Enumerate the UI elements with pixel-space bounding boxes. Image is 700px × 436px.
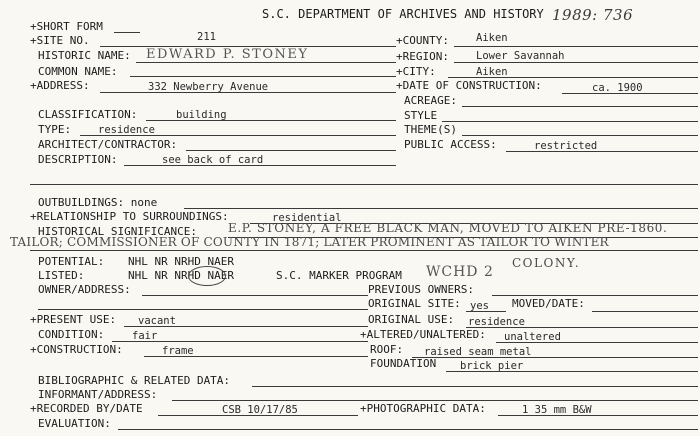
section-separator: [30, 184, 698, 185]
acreage-line: [462, 106, 698, 107]
site-no-value: 211: [197, 31, 216, 43]
original-site-line: [466, 311, 506, 312]
significance-handwritten-line1: E.P. STONEY, A FREE BLACK MAN, MOVED TO AIKEN PRE-1860.: [228, 221, 668, 235]
previous-owners-label: PREVIOUS OWNERS:: [368, 283, 474, 296]
public-access-label: PUBLIC ACCESS:: [404, 138, 497, 151]
construction-label: +CONSTRUCTION:: [30, 343, 123, 356]
original-use-value: residence: [468, 316, 525, 328]
city-line: [448, 77, 698, 78]
bibliographic-label: BIBLIOGRAPHIC & RELATED DATA:: [38, 374, 231, 387]
county-value: Aiken: [476, 32, 508, 44]
altered-line: [496, 342, 698, 343]
bibliographic-line: [252, 386, 698, 387]
architect-line: [186, 150, 396, 151]
region-line: [454, 62, 698, 63]
short-form-label: +SHORT FORM: [30, 20, 103, 33]
classification-value: building: [176, 109, 227, 121]
listed-options: NHL NR NRHD NAER: [128, 269, 234, 282]
region-label: +REGION:: [396, 50, 449, 63]
original-site-label: ORIGINAL SITE:: [368, 297, 461, 310]
public-access-value: restricted: [534, 140, 598, 152]
county-label: +COUNTY:: [396, 34, 449, 47]
previous-owners-line: [492, 295, 698, 296]
roof-line: [412, 357, 698, 358]
foundation-value: brick pier: [460, 360, 524, 372]
roof-label: ROOF:: [370, 343, 404, 356]
site-no-label: +SITE NO.: [30, 34, 90, 47]
potential-label: POTENTIAL:: [38, 255, 105, 268]
county-line: [454, 46, 698, 47]
relationship-value: residential: [272, 212, 342, 224]
owner-address-label: OWNER/ADDRESS:: [38, 283, 131, 296]
nrhd-circle-mark: [188, 266, 226, 286]
style-label: STYLE: [404, 109, 438, 122]
historic-name-label: HISTORIC NAME:: [38, 49, 131, 62]
altered-label: +ALTERED/UNALTERED:: [360, 328, 486, 341]
present-use-label: +PRESENT USE:: [30, 313, 117, 326]
altered-value: unaltered: [504, 331, 561, 343]
present-use-line: [124, 326, 368, 327]
historic-name-value: EDWARD P. STONEY: [146, 47, 309, 62]
roof-value: raised seam metal: [424, 346, 532, 358]
card-title: S.C. DEPARTMENT OF ARCHIVES AND HISTORY: [262, 7, 544, 21]
recorded-by-line: [158, 415, 358, 416]
common-name-line: [130, 76, 396, 77]
outbuildings-line: [184, 208, 698, 209]
address-value: 332 Newberry Avenue: [148, 81, 269, 93]
potential-options: NHL NR NRHD NAER: [128, 255, 234, 268]
photographic-data-value: 1 35 mm B&W: [522, 404, 592, 416]
photographic-data-label: +PHOTOGRAPHIC DATA:: [360, 402, 486, 415]
significance-label: HISTORICAL SIGNIFICANCE:: [38, 225, 197, 238]
owner-address-line2: [38, 309, 368, 310]
marker-program-label: S.C. MARKER PROGRAM: [276, 269, 402, 282]
moved-date-line: [592, 311, 698, 312]
informant-label: INFORMANT/ADDRESS:: [38, 388, 158, 401]
type-label: TYPE:: [38, 123, 72, 136]
style-line: [442, 121, 698, 122]
condition-value: fair: [132, 330, 158, 342]
foundation-label: FOUNDATION: [370, 357, 437, 370]
photographic-data-line: [498, 415, 698, 416]
original-use-line: [466, 327, 698, 328]
significance-handwritten-line3: COLONY.: [512, 256, 581, 270]
classification-label: CLASSIFICATION:: [38, 108, 138, 121]
short-form-line: [114, 32, 140, 33]
original-site-value: yes: [470, 300, 489, 312]
description-value: see back of card: [162, 154, 264, 166]
original-use-label: ORIGINAL USE:: [368, 313, 455, 326]
description-line: [124, 165, 396, 166]
architect-label: ARCHITECT/CONTRACTOR:: [38, 138, 178, 151]
date-of-construction-label: +DATE OF CONSTRUCTION:: [396, 79, 542, 92]
handwritten-accession-number: 1989: 736: [552, 6, 634, 24]
present-use-value: vacant: [138, 315, 176, 327]
informant-line: [172, 400, 698, 401]
type-line: [80, 135, 396, 136]
description-label: DESCRIPTION:: [38, 153, 118, 166]
foundation-line: [446, 371, 698, 372]
historic-name-line: [136, 62, 396, 63]
outbuildings-label: OUTBUILDINGS: none: [38, 196, 158, 209]
evaluation-label: EVALUATION:: [38, 417, 111, 430]
themes-line: [462, 135, 698, 136]
date-of-construction-value: ca. 1900: [592, 82, 643, 94]
classification-line: [146, 120, 396, 121]
city-label: +CITY:: [396, 65, 436, 78]
address-line: [100, 92, 396, 93]
listed-label: LISTED:: [38, 269, 85, 282]
region-value: Lower Savannah: [476, 50, 565, 62]
condition-label: CONDITION:: [38, 328, 105, 341]
themes-label: THEME(S): [404, 123, 457, 136]
relationship-label: +RELATIONSHIP TO SURROUNDINGS:: [30, 210, 229, 223]
common-name-label: COMMON NAME:: [38, 65, 118, 78]
construction-line: [144, 356, 368, 357]
construction-value: frame: [162, 345, 194, 357]
owner-address-line: [142, 295, 368, 296]
evaluation-line: [118, 429, 698, 430]
acreage-label: ACREAGE:: [404, 94, 457, 107]
marker-program-handwritten: WCHD 2: [426, 264, 494, 280]
type-value: residence: [98, 124, 155, 136]
city-value: Aiken: [476, 66, 508, 78]
condition-line: [112, 341, 368, 342]
public-access-line: [506, 151, 698, 152]
recorded-by-label: +RECORDED BY/DATE: [30, 402, 143, 415]
address-label: +ADDRESS:: [30, 79, 90, 92]
moved-date-label: MOVED/DATE:: [512, 297, 585, 310]
significance-handwritten-line2: TAILOR; COMMISSIONER OF COUNTY IN 1871; LATER PROMINENT AS TAILOR TO WINTER: [10, 235, 609, 249]
significance-line2: [30, 250, 698, 251]
recorded-by-value: CSB 10/17/85: [222, 404, 298, 416]
date-of-construction-line: [562, 93, 698, 94]
